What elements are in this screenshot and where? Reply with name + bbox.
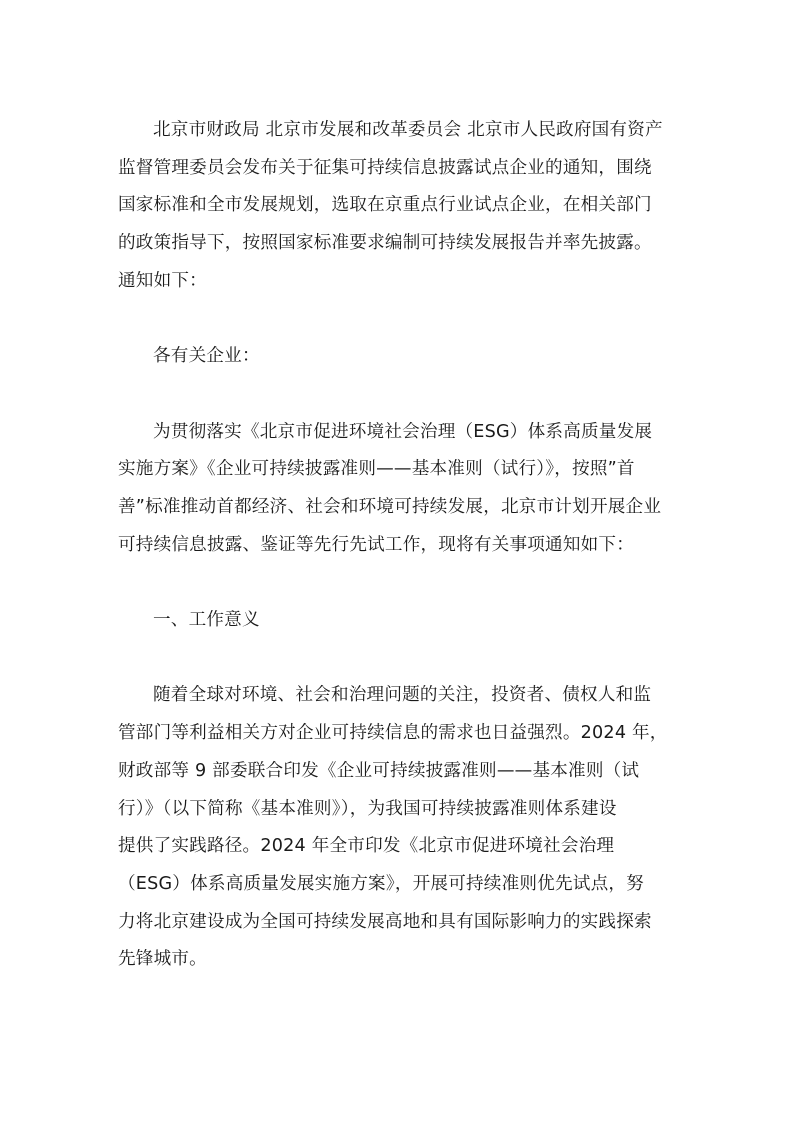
text-line: 善”标准推动首都经济、社会和环境可持续发展，北京市计划开展企业 — [118, 497, 662, 517]
text-line: 北京市财政局 北京市发展和改革委员会 北京市人民政府国有资产 — [153, 120, 663, 140]
salutation: 各有关企业： — [153, 346, 260, 367]
text-line: 行）》（以下简称《基本准则》），为我国可持续披露准则体系建设 — [118, 798, 617, 819]
section-1-paragraph — [118, 677, 678, 979]
section-heading — [118, 602, 678, 640]
text-line: 监督管理委员会发布关于征集可持续信息披露试点企业的通知，围绕 — [118, 157, 652, 178]
preamble-paragraph — [118, 414, 678, 565]
text-line: 力将北京建设成为全国可持续发展高地和具有国际影响力的实践探索 — [118, 911, 652, 932]
text-line: 的政策指导下，按照国家标准要求编制可持续发展报告并率先披露。 — [118, 233, 652, 254]
text-line: （ESG）体系高质量发展实施方案》，开展可持续准则优先试点，努 — [118, 874, 644, 894]
text-line: 随着全球对环境、社会和治理问题的关注，投资者、债权人和监 — [153, 685, 652, 706]
text-line: 管部门等利益相关方对企业可持续信息的需求也日益强烈。2024 年， — [118, 723, 668, 744]
text-line: 通知如下： — [118, 270, 207, 291]
text-line: 提供了实践路径。2024 年全市印发《北京市促进环境社会治理 — [118, 836, 615, 857]
text-line: 财政部等 9 部委联合印发《企业可持续披露准则——基本准则（试 — [118, 760, 640, 781]
intro-paragraph — [118, 112, 678, 301]
text-line: 先锋城市。 — [118, 949, 207, 970]
text-line: 为贯彻落实《北京市促进环境社会治理（ESG）体系高质量发展 — [153, 421, 653, 442]
document-page — [118, 112, 678, 979]
section-1-heading: 一、工作意义 — [153, 610, 260, 631]
text-line: 可持续信息披露、鉴证等先行先试工作，现将有关事项通知如下： — [118, 534, 635, 555]
text-line: 实施方案》《企业可持续披露准则——基本准则（试行）》，按照”首 — [118, 459, 635, 480]
text-line: 国家标准和全市发展规划，选取在京重点行业试点企业，在相关部门 — [118, 195, 652, 216]
salutation-paragraph — [118, 338, 678, 376]
